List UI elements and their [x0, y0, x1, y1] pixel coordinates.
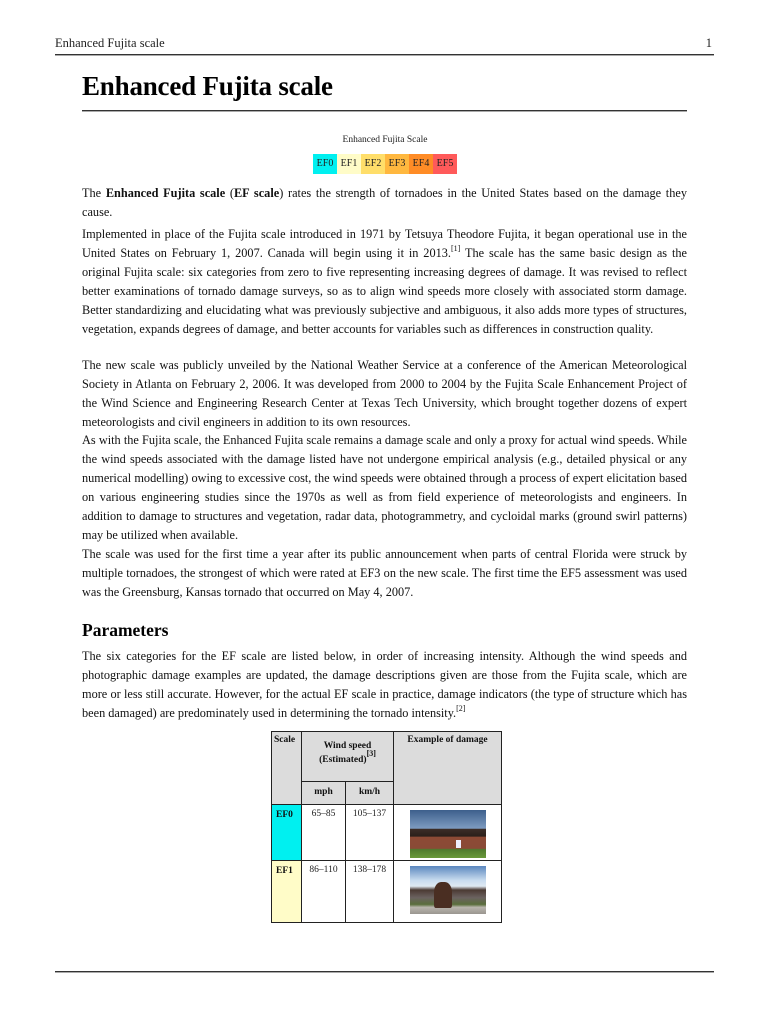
scale-level-ef2[interactable]: EF2 — [361, 154, 385, 174]
table-row — [272, 805, 502, 861]
text: (Estimated) — [319, 755, 367, 765]
section-heading-parameters: Parameters — [82, 620, 169, 640]
ef-scale-infobox — [310, 135, 460, 174]
text: The six categories for the EF scale are listed below, in order of increasing intensity. Although the wind speeds and photographic damage examples are updated, the damage descriptions given are those from the Fujita scale, which are more or less still accurate. However, for the actual EF scale in practice, damage indicators (the type of structure which has been damaged) are predominately used in determining the tornado intensity. — [82, 649, 687, 720]
scale-color-strip — [310, 154, 460, 174]
table-header-row — [272, 732, 502, 782]
title-divider — [82, 110, 687, 111]
footer-divider — [55, 971, 714, 972]
page-title: Enhanced Fujita scale — [82, 71, 333, 101]
header-kmh: km/h — [346, 782, 394, 805]
term-enhanced-fujita-scale: Enhanced Fujita scale — [105, 186, 226, 200]
infobox-caption: Enhanced Fujita Scale — [342, 135, 428, 145]
ef0-damage-photo[interactable] — [410, 810, 486, 858]
header-scale: Scale — [272, 732, 302, 805]
paragraph-text: As with the Fujita scale, the Enhanced Fujita scale remains a damage scale and only a proxy for actual wind speeds. While the wind speeds associated with the damage listed have not undergone empirical analysis (e.g., detailed physical or any numerical modelling) owing to excessive cost, the wind speeds were obtained through a process of expert elicitation based on various engineering studies since the 1970s as well as from field experience of meteorologists and engineers. In addition to damage to structures and vegetation, radar data, photogrammetry, and cycloidal marks (ground swirl patterns) may be utilized when available. — [82, 433, 687, 542]
kmh-cell: 138–178 — [346, 861, 394, 923]
running-header-title: Enhanced Fujita scale — [55, 36, 165, 50]
scale-cell-ef1: EF1 — [272, 861, 302, 923]
header-divider — [55, 54, 714, 55]
damage-photo-cell — [394, 861, 502, 923]
parameters-paragraph — [82, 647, 687, 723]
citation-2[interactable]: [2] — [456, 703, 466, 713]
kmh-cell: 105–137 — [346, 805, 394, 861]
text: Wind speed — [323, 741, 372, 751]
mph-cell: 65–85 — [302, 805, 346, 861]
scale-cell-ef0: EF0 — [272, 805, 302, 861]
intro-paragraph-3 — [82, 356, 687, 432]
header-mph: mph — [302, 782, 346, 805]
paragraph-text: The scale was used for the first time a year after its public announcement when parts of central Florida were struck by multiple tornadoes, the strongest of which were rated at EF3 on the new scale. The first time the EF5 assessment was used was the Greensburg, Kansas tornado that occurred on May 4, 2007. — [82, 547, 687, 599]
text: ) rates the strength of tornadoes in the United States based on the damage they cause. — [82, 186, 687, 219]
intro-paragraph-5 — [82, 545, 687, 602]
page-number: 1 — [705, 36, 712, 50]
damage-photo-cell — [394, 805, 502, 861]
scale-level-ef1[interactable]: EF1 — [337, 154, 361, 174]
scale-level-ef3[interactable]: EF3 — [385, 154, 409, 174]
citation-1[interactable]: [1] — [450, 243, 461, 253]
scale-level-ef4[interactable]: EF4 — [409, 154, 433, 174]
text: Implemented in place of the Fujita scale introduced in 1971 by Tetsuya Theodore Fujita, it began operational use in the United States on February 1, 2007. Canada will begin using it in 2013. — [82, 227, 687, 260]
scale-level-ef0[interactable]: EF0 — [313, 154, 337, 174]
scale-level-ef5[interactable]: EF5 — [433, 154, 457, 174]
citation-3[interactable]: [3] — [366, 749, 376, 758]
text: The scale has the same basic design as the original Fujita scale: six categories from zero to five representing increasing degrees of damage. It was revised to reflect better examinations of tornado damage surveys, so as to align wind speeds more closely with associated storm damage. Better standardizing and elucidating what was previously subjective and ambiguous, it also adds more types of structures, vegetation, expands degrees of damage, and better accounts for variables such as differences in construction quality. — [82, 245, 687, 336]
intro-paragraph-4 — [82, 431, 687, 544]
mph-cell: 86–110 — [302, 861, 346, 923]
text: ( — [225, 186, 234, 200]
text: The — [82, 186, 106, 200]
ef-scale-table — [271, 731, 502, 923]
term-ef-scale: EF scale — [233, 186, 280, 200]
intro-paragraph-1 — [82, 184, 687, 222]
paragraph-text: The new scale was publicly unveiled by the National Weather Service at a conference of the American Meteorological Society in Atlanta on February 2, 2006. It was developed from 2000 to 2004 by the Fujita Scale Enhancement Project of the Wind Science and Engineering Research Center at Texas Tech University, which brought together dozens of expert meteorologists and civil engineers in addition to its own resources. — [82, 358, 687, 429]
header-wind-speed — [302, 732, 394, 782]
running-header — [55, 36, 714, 52]
ef1-damage-photo[interactable] — [410, 866, 486, 914]
intro-paragraph-2 — [82, 225, 687, 338]
header-example-of-damage: Example of damage — [394, 732, 502, 805]
table-row — [272, 861, 502, 923]
